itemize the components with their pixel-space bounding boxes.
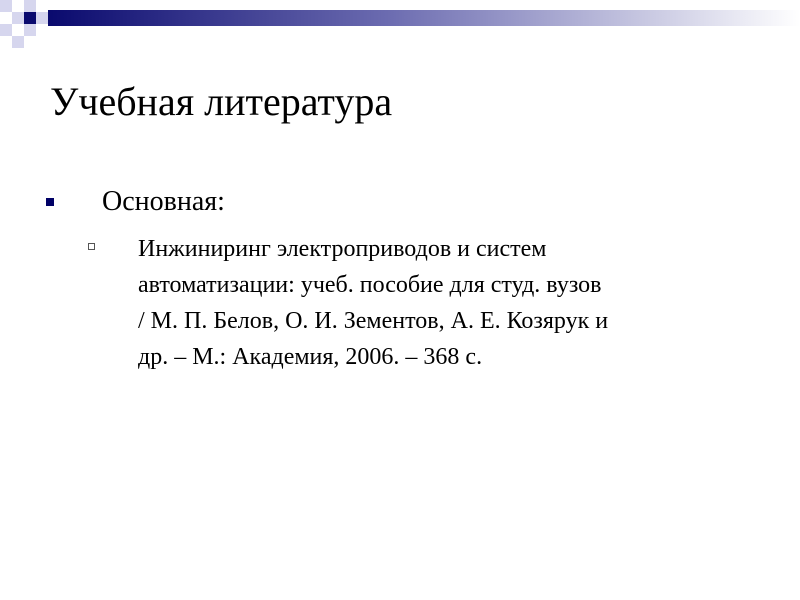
reference-entry bbox=[138, 231, 768, 375]
hollow-square-bullet-icon bbox=[88, 243, 95, 250]
reference-line: Инжиниринг электроприводов и систем bbox=[138, 236, 547, 262]
header-square bbox=[36, 0, 48, 12]
header-decoration bbox=[0, 0, 800, 50]
header-square bbox=[24, 36, 36, 48]
header-square bbox=[24, 0, 36, 12]
header-square bbox=[12, 24, 24, 36]
reference-line: автоматизации: учеб. пособие для студ. вузов bbox=[138, 272, 602, 298]
header-square bbox=[0, 0, 12, 12]
filled-square-bullet-icon bbox=[46, 198, 54, 206]
bullet-level-1-text: Основная: bbox=[102, 186, 225, 217]
header-square bbox=[12, 12, 24, 24]
reference-line: др. – М.: Академия, 2006. – 368 с. bbox=[138, 344, 483, 370]
header-square bbox=[0, 12, 12, 24]
header-square bbox=[36, 24, 48, 36]
header-square bbox=[24, 24, 36, 36]
header-square bbox=[12, 0, 24, 12]
header-square bbox=[24, 12, 36, 24]
header-square bbox=[0, 24, 12, 36]
header-gradient-bar bbox=[48, 10, 800, 26]
header-square bbox=[12, 36, 24, 48]
slide-title: Учебная литература bbox=[50, 79, 393, 124]
header-square bbox=[36, 12, 48, 24]
reference-line: / М. П. Белов, О. И. Зементов, А. Е. Козярук и bbox=[138, 308, 609, 334]
